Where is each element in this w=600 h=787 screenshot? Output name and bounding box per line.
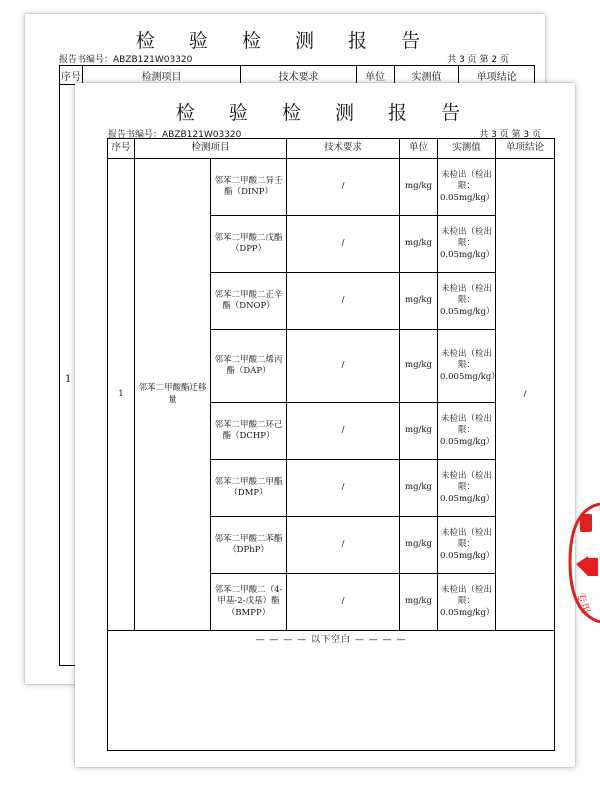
back-header-conclusion: 单项结论 [476, 71, 517, 83]
requirement-cell: / [287, 403, 400, 460]
back-row-number-text: 1 [65, 374, 72, 385]
measured-cell: 未检出（检出限：0.05mg/kg） [438, 574, 496, 631]
header-item: 检测项目 [135, 139, 287, 159]
unit-cell: mg/kg [400, 574, 438, 631]
measured-cell: 未检出（检出限：0.05mg/kg） [438, 159, 496, 216]
unit-cell: mg/kg [400, 460, 438, 517]
sub-item: 邻苯二甲酸二异壬酯（DINP） [211, 159, 287, 216]
front-report-number: 报告书编号：ABZB121W03320 [108, 130, 242, 140]
table-row [108, 159, 555, 216]
back-header-value: 实测值 [395, 66, 460, 84]
sub-item: 邻苯二甲酸二甲酯（DMP） [211, 460, 287, 517]
seal-glyph-mid [576, 556, 588, 576]
seal-glyph-top [580, 514, 592, 532]
header-conclusion: 单项结论 [496, 139, 555, 159]
unit-cell: mg/kg [400, 159, 438, 216]
unit-cell: mg/kg [400, 216, 438, 273]
front-page-title: 检 验 检 测 报 告 [175, 102, 475, 124]
back-table-header [59, 65, 535, 85]
requirement-cell: / [287, 330, 400, 403]
back-header-seq: 序号 [60, 66, 83, 84]
table-header-row [108, 139, 555, 159]
requirement-cell: / [287, 273, 400, 330]
measured-cell: 未检出（检出限：0.05mg/kg） [438, 460, 496, 517]
requirement-cell: / [287, 517, 400, 574]
requirement-cell: / [287, 216, 400, 273]
header-seq: 序号 [108, 139, 135, 159]
back-header-req: 技术要求 [241, 66, 357, 84]
header-measured: 实测值 [438, 139, 496, 159]
header-requirement: 技术要求 [287, 139, 400, 159]
front-page-info: 共 3 页 第 3 页 [479, 130, 541, 140]
seal-text: 专用 [573, 590, 593, 616]
back-page-info: 共 3 页 第 2 页 [447, 55, 509, 65]
back-header-item: 检测项目 [83, 66, 241, 84]
back-page-title: 检 验 检 测 报 告 [135, 30, 435, 52]
measured-cell: 未检出（检出限：0.05mg/kg） [438, 273, 496, 330]
sub-item: 邻苯二甲酸二苯酯（DPhP） [211, 517, 287, 574]
header-unit: 单位 [400, 139, 438, 159]
unit-cell: mg/kg [400, 517, 438, 574]
blank-row [108, 631, 555, 751]
sub-item: 邻苯二甲酸二环己酯（DCHP） [211, 403, 287, 460]
measured-cell: 未检出（检出限：0.05mg/kg） [438, 517, 496, 574]
sub-item: 邻苯二甲酸二（4-甲基-2-戊基）酯（BMPP） [211, 574, 287, 631]
measured-cell: 未检出（检出限：0.05mg/kg） [438, 216, 496, 273]
requirement-cell: / [287, 460, 400, 517]
seal-glyph-block [588, 558, 598, 576]
back-header-unit: 单位 [357, 66, 395, 84]
blank-area [108, 631, 555, 751]
group-item: 邻苯二甲酸酯迁移量 [135, 159, 211, 631]
blank-note: — — — — 以下空白 — — — — [255, 635, 407, 645]
sub-item: 邻苯二甲酸二戊酯（DPP） [211, 216, 287, 273]
group-conclusion: / [496, 159, 555, 631]
seal-stamp-fragment [566, 498, 600, 628]
requirement-cell: / [287, 159, 400, 216]
unit-cell: mg/kg [400, 403, 438, 460]
sub-item: 邻苯二甲酸二烯丙酯（DAP） [211, 330, 287, 403]
group-seq: 1 [108, 159, 135, 631]
measured-cell: 未检出（检出限：0.05mg/kg） [438, 403, 496, 460]
unit-cell: mg/kg [400, 273, 438, 330]
unit-cell: mg/kg [400, 330, 438, 403]
report-page-front [75, 83, 575, 767]
sub-item: 邻苯二甲酸二正辛酯（DNOP） [211, 273, 287, 330]
requirement-cell: / [287, 574, 400, 631]
measured-cell: 未检出（检出限：0.005mg/kg） [438, 330, 496, 403]
back-report-number: 报告书编号：ABZB121W03320 [59, 55, 193, 65]
results-table [107, 138, 555, 751]
